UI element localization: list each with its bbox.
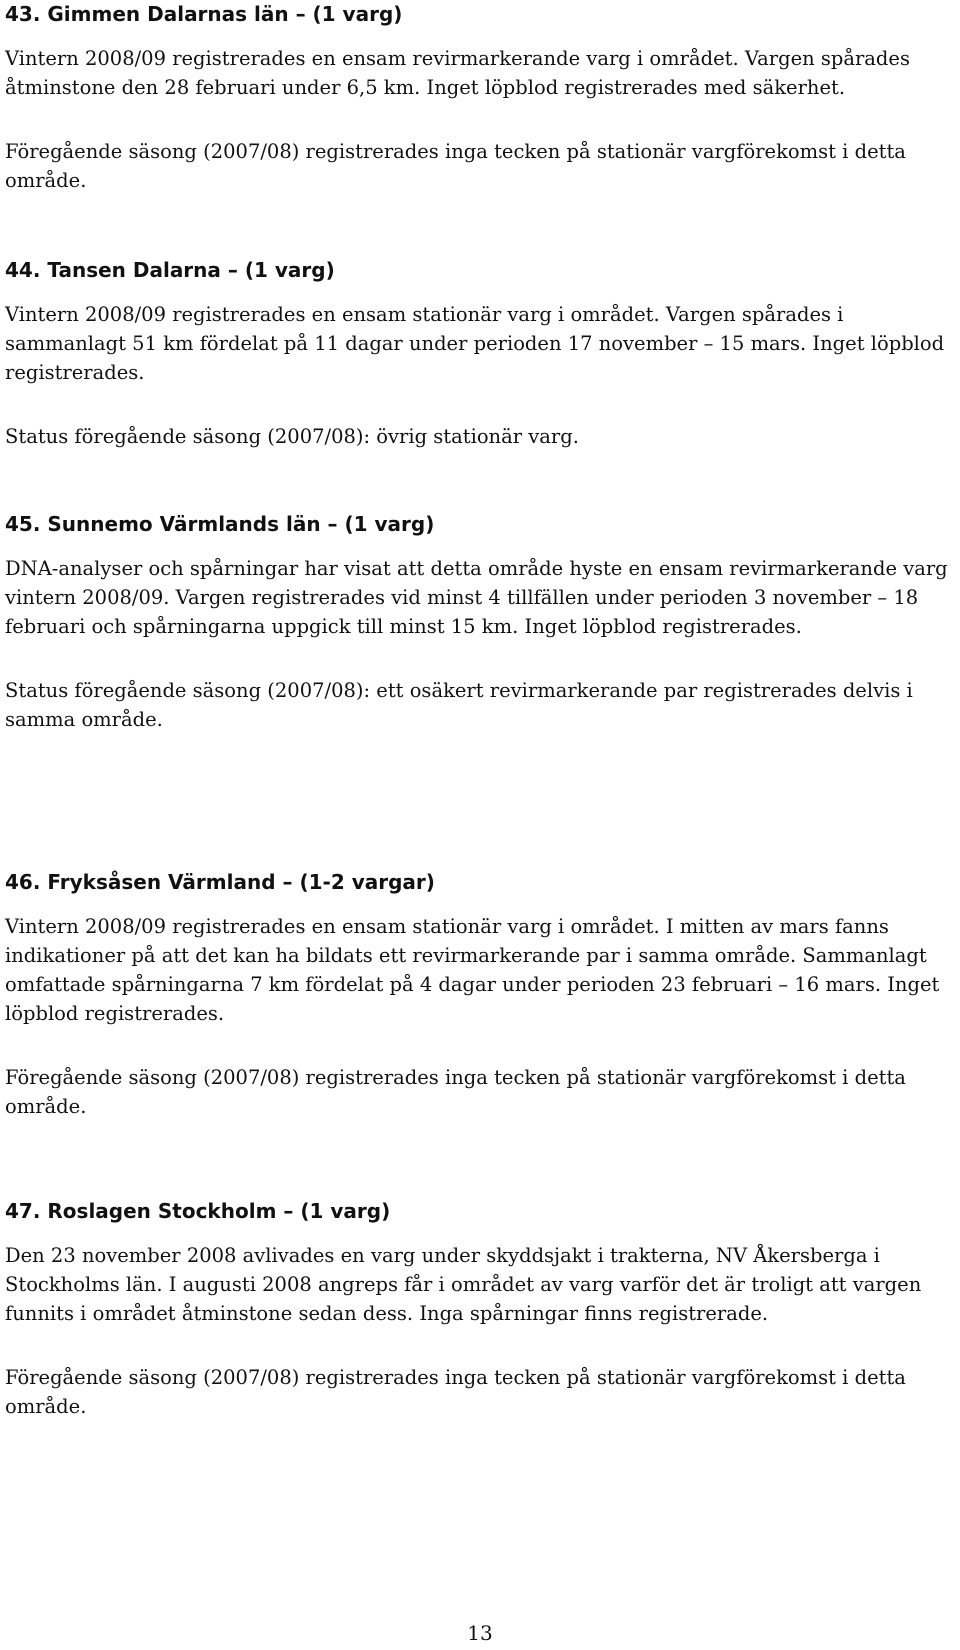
section-43-gimmen — [5, 0, 955, 195]
section-paragraph: Föregående säsong (2007/08) registrerades inga tecken på stationär vargförekomst i detta område. — [5, 140, 906, 192]
section-paragraph: Status föregående säsong (2007/08): ett osäkert revirmarkerande par registrerades delvis i samma område. — [5, 679, 913, 731]
section-heading: 47. Roslagen Stockholm – (1 varg) — [5, 1199, 391, 1223]
section-heading: 43. Gimmen Dalarnas län – (1 varg) — [5, 2, 403, 26]
section-paragraph: Vintern 2008/09 registrerades en ensam stationär varg i området. Vargen spårades i sammanlagt 51 km fördelat på 11 dagar under perioden 17 november – 15 mars. Inget löpblod registrerades. — [5, 303, 945, 384]
section-paragraph: Vintern 2008/09 registrerades en ensam revirmarkerande varg i området. Vargen spårades åtminstone den 28 februari under 6,5 km. Inget löpblod registrerades med säkerhet. — [5, 47, 910, 99]
section-paragraph: Föregående säsong (2007/08) registrerades inga tecken på stationär vargförekomst i detta område. — [5, 1066, 906, 1118]
section-paragraph: Vintern 2008/09 registrerades en ensam stationär varg i området. I mitten av mars fanns indikationer på att det kan ha bildats ett revirmarkerande par i samma område. Sammanlagt omfattade spårningarna 7 km fördelat på 4 dagar under perioden 23 februari – 16 mars. Inget löpblod registrerades. — [5, 915, 940, 1025]
section-46-fryksasen — [5, 868, 955, 1121]
section-44-tansen — [5, 256, 955, 451]
section-paragraph: Den 23 november 2008 avlivades en varg under skyddsjakt i trakterna, NV Åkersberga i Stockholms län. I augusti 2008 angreps får i området av varg varför det är troligt att vargen funnits i området åtminstone sedan dess. Inga spårningar finns registrerade. — [5, 1244, 922, 1325]
section-heading: 45. Sunnemo Värmlands län – (1 varg) — [5, 512, 435, 536]
section-heading: 44. Tansen Dalarna – (1 varg) — [5, 258, 335, 282]
section-47-roslagen — [5, 1197, 955, 1421]
page-number: 13 — [467, 1621, 493, 1645]
section-heading: 46. Fryksåsen Värmland – (1-2 vargar) — [5, 870, 435, 894]
section-paragraph: Föregående säsong (2007/08) registrerades inga tecken på stationär vargförekomst i detta område. — [5, 1366, 906, 1418]
section-paragraph: Status föregående säsong (2007/08): övrig stationär varg. — [5, 425, 579, 448]
section-paragraph: DNA-analyser och spårningar har visat att detta område hyste en ensam revirmarkerande varg vintern 2008/09. Vargen registrerades vid minst 4 tillfällen under perioden 3 november – 18 februari och spårningarna uppgick till minst 15 km. Inget löpblod registrerades. — [5, 557, 948, 638]
section-45-sunnemo — [5, 510, 955, 734]
